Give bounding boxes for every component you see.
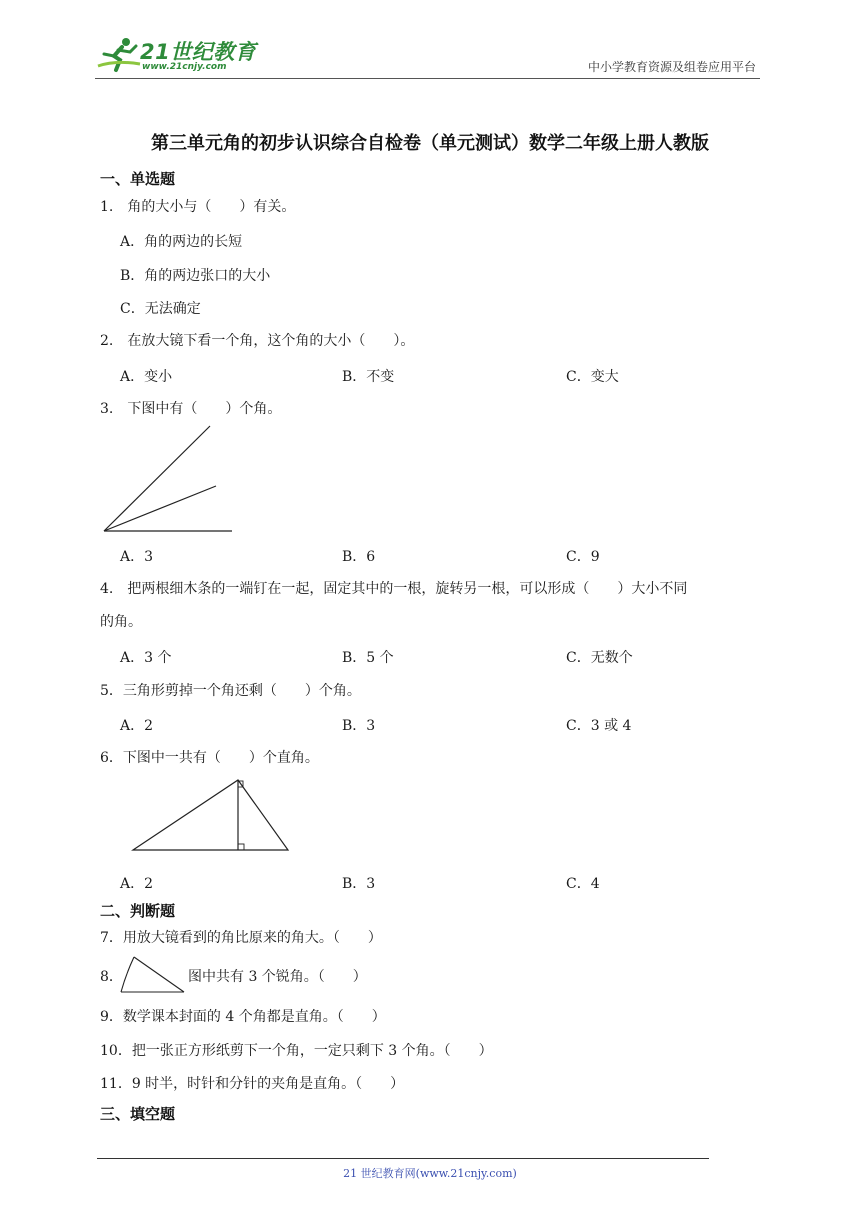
q6-option-a: A．2 [120,876,154,892]
angle-figure [100,422,240,537]
header-divider [95,78,760,79]
question-10: 10．把一张正方形纸剪下一个角，一定只剩下 3 个角。（ ） [100,1043,493,1059]
q1-option-b: B．角的两边张口的大小 [120,268,271,284]
question-11: 11．9 时半，时针和分针的夹角是直角。（ ） [100,1076,405,1092]
q2-option-c: C．变大 [566,369,619,385]
q1-option-a: A．角的两边的长短 [120,234,243,250]
q6-option-b: B．3 [342,876,376,892]
q5-option-a: A．2 [120,718,154,734]
q5-option-c: C．3 或 4 [566,718,632,734]
question-8: 图中共有 3 个锐角。（ ） [188,969,367,985]
section-true-false: 二、判断题 [100,902,176,920]
q4-option-a: A．3 个 [120,650,172,666]
triangle-figure [130,776,292,854]
platform-name: 中小学教育资源及组卷应用平台 [587,60,756,74]
q4-option-c: C．无数个 [566,650,633,666]
question-4-continued: 的角。 [100,614,142,630]
q3-option-c: C．9 [566,549,600,565]
q2-option-a: A．变小 [120,369,173,385]
logo-text: 21世纪教育 [140,40,257,64]
question-6: 6．下图中一共有（ ）个直角。 [100,750,319,766]
section-single-choice: 一、单选题 [100,170,176,188]
q4-option-b: B．5 个 [342,650,394,666]
section-fill-blank: 三、填空题 [100,1105,176,1123]
page-title: 第三单元角的初步认识综合自检卷（单元测试）数学二年级上册人教版 [151,133,709,154]
q3-option-b: B．6 [342,549,376,565]
curved-angle-figure [118,954,188,996]
logo-runner-icon [96,36,142,74]
question-7: 7．用放大镜看到的角比原来的角大。（ ） [100,930,382,946]
question-3: 3. 下图中有（ ）个角。 [100,401,282,417]
question-2: 2. 在放大镜下看一个角，这个角的大小（ ）。 [100,333,415,349]
q5-option-b: B．3 [342,718,376,734]
question-9: 9．数学课本封面的 4 个角都是直角。（ ） [100,1009,386,1025]
q2-option-b: B．不变 [342,369,395,385]
q1-option-c: C．无法确定 [120,301,201,317]
q3-option-a: A．3 [120,549,154,565]
footer-divider [97,1158,709,1159]
question-4: 4. 把两根细木条的一端钉在一起，固定其中的一根，旋转另一根，可以形成（ ）大小不同 [100,581,688,597]
footer-link[interactable]: 21 世纪教育网(www.21cnjy.com) [343,1167,517,1180]
q6-option-c: C．4 [566,876,600,892]
question-8-number: 8． [100,969,123,985]
question-5: 5．三角形剪掉一个角还剩（ ）个角。 [100,683,361,699]
question-1: 1. 角的大小与（ ）有关。 [100,199,296,215]
logo-url: www.21cnjy.com [142,62,227,72]
